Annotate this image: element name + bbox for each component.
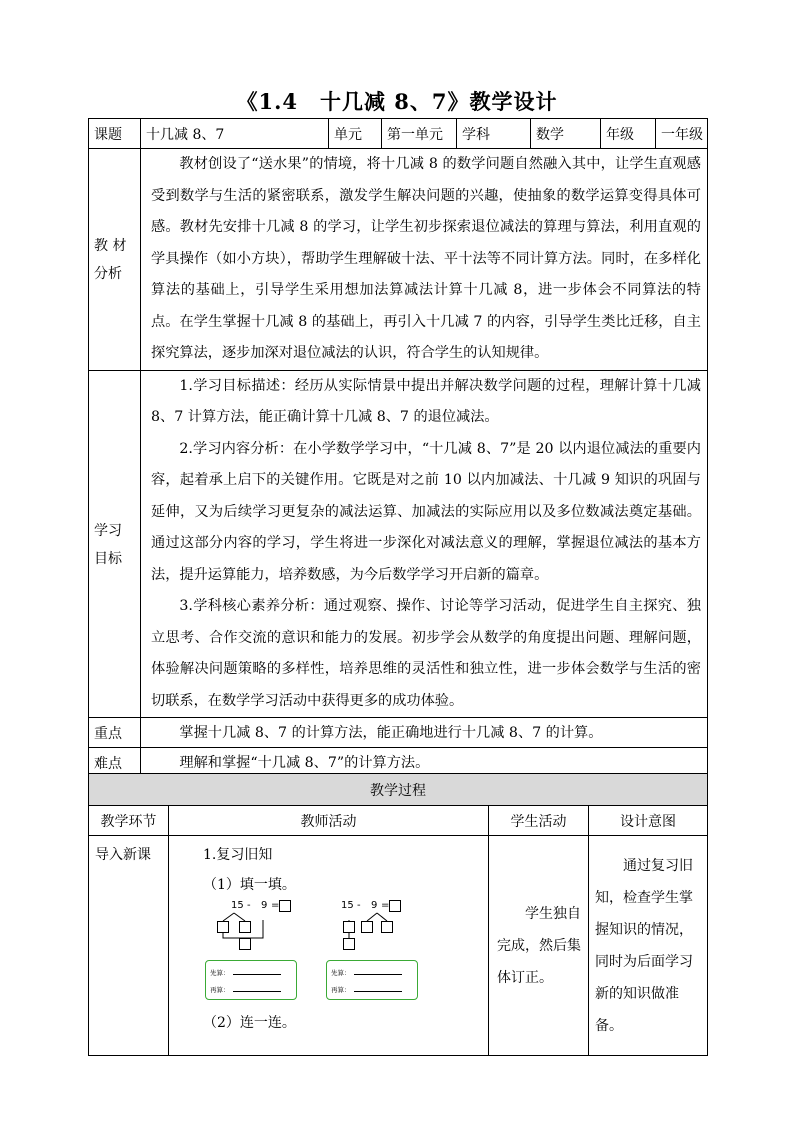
connect-instruction: （2）连一连。	[203, 1015, 296, 1031]
then-step-label: 再算：	[331, 986, 351, 994]
exercise-equals: =	[271, 900, 280, 911]
goals-label	[89, 370, 141, 718]
unit-value: 第一单元	[382, 119, 457, 149]
review-step-title: 1.复习旧知	[203, 847, 273, 863]
design-intent-cell: 通过复习旧知，检查学生掌握知识的情况，同时为后面学习新的知识做准备。	[589, 836, 708, 1056]
analysis-label-line1: 教 材	[94, 238, 127, 255]
then-step-line[interactable]	[354, 991, 402, 992]
grade-value: 一年级	[656, 119, 708, 149]
exercise-equals: =	[381, 900, 390, 911]
split-box-right[interactable]	[381, 921, 393, 933]
analysis-label	[89, 149, 141, 371]
col-stage-header: 教学环节	[89, 806, 169, 836]
col-student-header: 学生活动	[489, 806, 589, 836]
topic-value: 十几减 8、7	[141, 119, 329, 149]
goals-text	[141, 370, 708, 718]
teacher-activity-cell	[169, 836, 489, 1056]
split-box-extra[interactable]	[343, 921, 355, 933]
difficulty-text: 理解和掌握“十几减 8、7”的计算方法。	[141, 748, 708, 778]
lesson-info-table	[88, 118, 708, 778]
exercise-number-9: 9	[371, 900, 378, 911]
analysis-text: 教材创设了“送水果”的情境，将十几减 8 的数学问题自然融入其中，让学生直观感受到数学与生活的紧密联系，激发学生解决问题的兴趣，使抽象的数学运算变得具体可感。教材先安排十几减 8 的学习，让学生初步探索退位减法的算理与算法，利用直观的学具操作（如小方块），帮助学生理解破十法、平十法等不同计算方法。同时，在多样化算法的基础上，引导学生采用想加法算减法计算十几减 8，进一步体会不同算法的特点。在学生掌握十几减 8 的基础上，再引入十几减 7 的内容，引导学生类比迁移，自主探究算法，逐步加深对退位减法的认识，符合学生的认知规律。	[141, 149, 708, 371]
split-box-left[interactable]	[217, 921, 229, 933]
teaching-process-table	[88, 773, 708, 1056]
first-step-label: 先算：	[210, 969, 230, 977]
steps-card-2	[326, 960, 418, 1000]
exercise-minus: -	[357, 900, 361, 911]
exercise-minus: -	[247, 900, 251, 911]
steps-card-1	[205, 960, 297, 1000]
goal-paragraph-1: 1.学习目标描述：经历从实际情景中提出并解决数学问题的过程，理解计算十几减 8、7 计算方法，能正确计算十几减 8、7 的退位减法。	[151, 377, 701, 425]
difficulty-label: 难点	[89, 748, 141, 778]
stage-cell: 导入新课	[89, 836, 169, 1056]
subject-value: 数学	[531, 119, 601, 149]
fill-in-instruction: （1）填一填。	[203, 877, 296, 893]
grade-label: 年级	[601, 119, 656, 149]
first-step-label: 先算：	[331, 969, 351, 977]
exercise-number-15: 15	[231, 900, 244, 911]
result-box[interactable]	[239, 938, 251, 950]
then-step-line[interactable]	[233, 991, 281, 992]
first-step-line[interactable]	[233, 974, 281, 975]
exercise-number-9: 9	[261, 900, 268, 911]
result-box[interactable]	[343, 938, 355, 950]
goals-label-line1: 学习	[94, 522, 122, 539]
key-point-text: 掌握十几减 8、7 的计算方法，能正确地进行十几减 8、7 的计算。	[141, 718, 708, 748]
then-step-label: 再算：	[210, 986, 230, 994]
topic-label: 课题	[89, 119, 141, 149]
subject-label: 学科	[457, 119, 531, 149]
unit-label: 单元	[329, 119, 382, 149]
document-title: 《1.4 十几减 8、7》教学设计	[236, 89, 558, 114]
student-activity-cell: 学生独自完成，然后集体订正。	[489, 836, 589, 1056]
exercise-number-15: 15	[341, 900, 354, 911]
key-point-label: 重点	[89, 718, 141, 748]
goals-label-line2: 目标	[94, 550, 122, 567]
col-intent-header: 设计意图	[589, 806, 708, 836]
col-teacher-header: 教师活动	[169, 806, 489, 836]
split-box-right[interactable]	[239, 921, 251, 933]
goal-paragraph-3: 3.学科核心素养分析：通过观察、操作、讨论等学习活动，促进学生自主探究、独立思考、合作交流的意识和能力的发展。初步学会从数学的角度提出问题、理解问题，体验解决问题策略的多样性，培养思维的灵活性和独立性，进一步体会数学与生活的密切联系，在数学学习活动中获得更多的成功体验。	[151, 598, 701, 709]
process-header: 教学过程	[89, 774, 708, 806]
goal-paragraph-2: 2.学习内容分析：在小学数学学习中，“十几减 8、7”是 20 以内退位减法的重要内容，起着承上启下的关键作用。它既是对之前 10 以内加减法、十几减 9 知识的巩固与延伸，又为后续学习更复杂的减法运算、加减法的实际应用以及多位数减法奠定基础。通过这部分内容的学习，学生将进一步深化对减法意义的理解，掌握退位减法的基本方法，提升运算能力，培养数感，为今后数学学习开启新的篇章。	[151, 440, 701, 583]
analysis-label-line2: 分析	[94, 266, 122, 283]
first-step-line[interactable]	[354, 974, 402, 975]
split-box-left[interactable]	[361, 921, 373, 933]
